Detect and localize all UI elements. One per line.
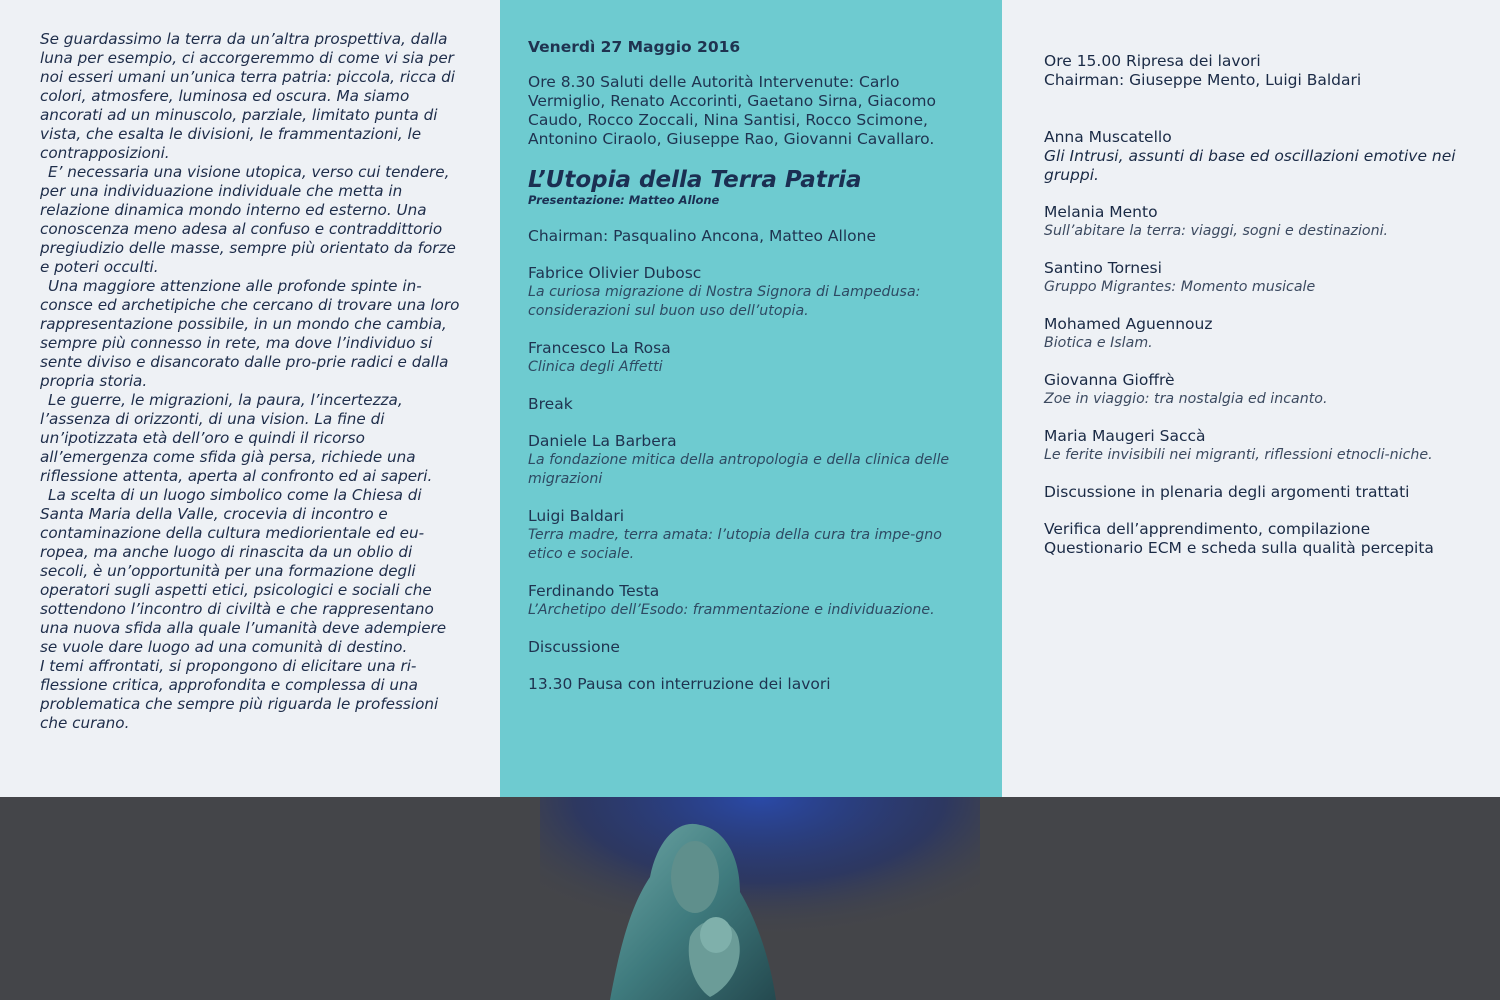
intro-paragraph: La scelta di un luogo simbolico come la Chiesa di Santa Maria della Valle, crocevia di incontro e contaminazione della cultura mediorientale ed eu-ropea, ma anche luogo di rinascita da un oblio di secoli, è un’opportunità per una formazione degli operatori sugli aspetti etici, psicologici e sociali che sottendono l’incontro di civiltà e che rappresentano una nuova sfida alla quale l’umanità deve adempiere se vuole dare luogo ad una comunità di destino. <box>40 486 447 656</box>
discussion-label: Discussione <box>528 638 620 656</box>
talk-title: Gruppo Migrantes: Momento musicale <box>1044 279 1316 295</box>
speaker-entry <box>528 432 974 489</box>
speaker-entry <box>1044 427 1460 465</box>
intro-paragraph: Se guardassimo la terra da un’altra prospettiva, dalla luna per esempio, ci accorgeremmo di come vi sia per noi esseri umani un’unica terra patria: piccola, ricca di colori, atmosfere, luminosa ed oscura. Ma siamo ancorati ad un minuscolo, parziale, limitato punta di vista, che esalta le divisioni, le frammentazioni, le contrapposizioni. <box>40 30 455 162</box>
speaker-entry <box>1044 203 1460 241</box>
talk-title: Biotica e Islam. <box>1044 335 1153 351</box>
talk-title: Gli Intrusi, assunti di base ed oscillazioni emotive nei gruppi. <box>1044 147 1456 184</box>
afternoon-resume: Ore 15.00 Ripresa dei lavori <box>1044 52 1261 70</box>
speaker-name: Mohamed Aguennouz <box>1044 315 1213 333</box>
ecm-verification: Verifica dell’apprendimento, compilazione Questionario ECM e scheda sulla qualità percepita <box>1044 520 1434 557</box>
intro-paragraph: Le guerre, le migrazioni, la paura, l’incertezza, l’assenza di orizzonti, di una vision. La fine di un’ipotizzata età dell’oro e quindi il ricorso all’emergenza come sfida già persa, richiede una riflessione attenta, aperta al confronto ed ai saperi. <box>40 391 433 485</box>
intro-panel <box>0 0 500 797</box>
afternoon-chairman: Chairman: Giuseppe Mento, Luigi Baldari <box>1044 71 1362 89</box>
talk-title: L’Archetipo dell’Esodo: frammentazione e individuazione. <box>528 602 935 618</box>
talk-title: Terra madre, terra amata: l’utopia della cura tra impe-gno etico e sociale. <box>528 527 942 562</box>
intro-paragraph: E’ necessaria una visione utopica, verso cui tendere, per una individuazione individuale che metta in relazione dinamica mondo interno ed esterno. Una conoscenza meno adesa al confuso e contraddittorio pregiudizio delle masse, sempre più orientato da forze e poteri occulti. <box>40 163 456 276</box>
speaker-name: Francesco La Rosa <box>528 339 671 357</box>
talk-title: Sull’abitare la terra: viaggi, sogni e destinazioni. <box>1044 223 1389 239</box>
speaker-entry <box>1044 259 1460 297</box>
break-label: Break <box>528 395 573 413</box>
morning-program-panel <box>500 0 1002 797</box>
morning-chairman: Chairman: Pasqualino Ancona, Matteo Allone <box>528 227 876 245</box>
bottom-photo-band <box>0 797 1500 1000</box>
event-date: Venerdì 27 Maggio 2016 <box>528 38 741 56</box>
speaker-entry <box>528 507 974 564</box>
speaker-name: Giovanna Gioffrè <box>1044 371 1175 389</box>
talk-title: Clinica degli Affetti <box>528 359 663 375</box>
intro-paragraph: I temi affrontati, si propongono di elicitare una ri-flessione critica, approfondita e complessa di una problematica che sempre più riguarda le professioni che curano. <box>40 657 439 732</box>
session-presenter: Presentazione: Matteo Allone <box>528 193 720 207</box>
speaker-entry <box>528 582 974 620</box>
speaker-name: Anna Muscatello <box>1044 128 1172 146</box>
speaker-name: Luigi Baldari <box>528 507 625 525</box>
session-title: L’Utopia della Terra Patria <box>528 167 862 193</box>
speaker-name: Daniele La Barbera <box>528 432 677 450</box>
speaker-entry <box>1044 128 1460 185</box>
talk-title: Le ferite invisibili nei migranti, riflessioni etnocli-niche. <box>1044 447 1433 463</box>
speaker-entry <box>1044 371 1460 409</box>
speaker-entry <box>1044 315 1460 353</box>
speaker-name: Santino Tornesi <box>1044 259 1162 277</box>
intro-paragraph: Una maggiore attenzione alle profonde spinte in-consce ed archetipiche che cercano di trovare una loro rappresentazione possibile, in un mondo che cambia, sempre più connesso in rete, ma dove l’individuo si sente diviso e disancorato dalle pro-prie radici e dalla propria storia. <box>40 277 460 390</box>
speaker-name: Maria Maugeri Saccà <box>1044 427 1206 445</box>
talk-title: La curiosa migrazione di Nostra Signora di Lampedusa: considerazioni sul buon uso dell’utopia. <box>528 284 921 319</box>
speaker-name: Ferdinando Testa <box>528 582 660 600</box>
opening-greetings: Ore 8.30 Saluti delle Autorità Intervenute: Carlo Vermiglio, Renato Accorinti, Gaetano Sirna, Giacomo Caudo, Rocco Zoccali, Nina Santisi, Rocco Scimone, Antonino Ciraolo, Giuseppe Rao, Giovanni Cavallaro. <box>528 73 936 148</box>
madonna-statue-image <box>540 797 980 1000</box>
speaker-name: Melania Mento <box>1044 203 1158 221</box>
lunch-pause: 13.30 Pausa con interruzione dei lavori <box>528 675 831 693</box>
afternoon-program-panel <box>1002 0 1500 797</box>
speaker-entry <box>528 339 974 377</box>
speaker-entry <box>528 264 974 321</box>
speaker-name: Fabrice Olivier Dubosc <box>528 264 702 282</box>
talk-title: La fondazione mitica della antropologia e della clinica delle migrazioni <box>528 452 950 487</box>
talk-title: Zoe in viaggio: tra nostalgia ed incanto. <box>1044 391 1328 407</box>
intro-text <box>40 30 460 733</box>
plenary-discussion: Discussione in plenaria degli argomenti trattati <box>1044 483 1410 501</box>
